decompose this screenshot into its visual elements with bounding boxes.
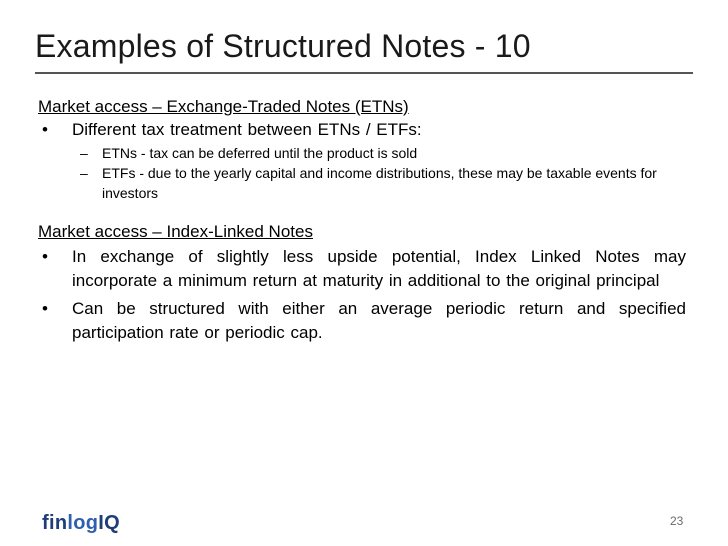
- slide-title: Examples of Structured Notes - 10: [35, 28, 531, 64]
- bullet-tax-treatment: [38, 118, 686, 142]
- logo-part-iq: IQ: [98, 512, 120, 534]
- bullet-marker: •: [42, 299, 48, 318]
- bullet-text: Different tax treatment between ETNs / ETFs:: [72, 120, 422, 139]
- sub-item-text: ETFs - due to the yearly capital and income distributions, these may be taxable events for investors: [102, 165, 657, 201]
- section-etn: [38, 96, 686, 203]
- title-divider: [35, 72, 693, 74]
- bullet-marker: •: [42, 247, 48, 266]
- sub-item-etns: [38, 143, 686, 163]
- section-heading-etn: Market access – Exchange-Traded Notes (ETNs): [38, 97, 409, 116]
- bullet-minimum-return: [38, 245, 686, 293]
- bullet-structure: [38, 297, 686, 345]
- logo-part-fin: fin: [42, 512, 68, 534]
- section-spacer: [38, 203, 686, 221]
- sub-item-text: ETNs - tax can be deferred until the product is sold: [102, 145, 418, 161]
- bullet-text: In exchange of slightly less upside potential, Index Linked Notes may incorporate a minimum return at maturity in additional to the original principal: [72, 247, 686, 290]
- section-heading-index-linked: Market access – Index-Linked Notes: [38, 222, 313, 241]
- sub-item-etfs: [38, 163, 686, 203]
- section-index-linked: [38, 221, 686, 345]
- logo-part-log: log: [67, 512, 99, 534]
- finlogiq-logo: [42, 512, 120, 535]
- bullet-text: Can be structured with either an average periodic return and specified participation rate or periodic cap.: [72, 299, 686, 342]
- page-number: 23: [670, 514, 684, 528]
- bullet-marker: •: [42, 120, 48, 139]
- sub-item-marker: –: [80, 165, 88, 181]
- sub-item-marker: –: [80, 145, 88, 161]
- slide-content: [38, 96, 686, 345]
